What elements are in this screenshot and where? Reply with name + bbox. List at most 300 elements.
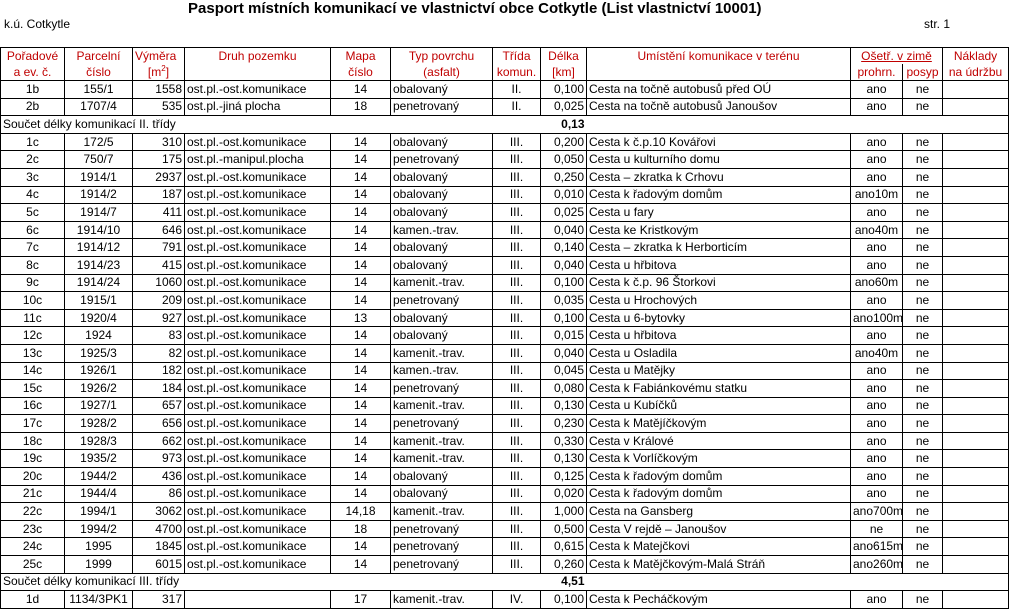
cell-del: 0,100: [541, 309, 587, 327]
cell-posyp: ne: [903, 81, 943, 99]
cell-druh: ost.pl.-ost.komunikace: [185, 256, 331, 274]
cell-prohrn: ano10m: [851, 186, 903, 204]
cell-ev: 7c: [1, 239, 65, 257]
table-row: [1, 591, 1009, 609]
cell-del: 0,010: [541, 186, 587, 204]
cell-typ: obalovaný: [391, 256, 493, 274]
cell-posyp: ne: [903, 309, 943, 327]
cell-prohrn: ano60m: [851, 274, 903, 292]
cell-mapa: 14: [331, 380, 391, 398]
cell-del: 0,015: [541, 327, 587, 345]
cell-parc: 1914/24: [65, 274, 133, 292]
cell-naklady: [943, 327, 1009, 345]
table-row: [1, 81, 1009, 99]
cell-druh: ost.pl.-ost.komunikace: [185, 327, 331, 345]
cell-naklady: [943, 538, 1009, 556]
cell-typ: obalovaný: [391, 133, 493, 151]
cell-ev: 15c: [1, 380, 65, 398]
cell-vym: 415: [133, 256, 185, 274]
sum-value: 4,51: [493, 573, 587, 591]
cell-umist: Cesta u Matějky: [587, 362, 851, 380]
cell-naklady: [943, 362, 1009, 380]
cell-tr: III.: [493, 327, 541, 345]
cell-ev: 18c: [1, 432, 65, 450]
header-delka: Délka: [541, 48, 587, 65]
cell-parc: 1926/1: [65, 362, 133, 380]
cell-vym: 436: [133, 468, 185, 486]
cell-umist: Cesta V rejdě – Janoušov: [587, 520, 851, 538]
cell-ev: 16c: [1, 397, 65, 415]
cell-mapa: 13: [331, 309, 391, 327]
table-row: [1, 450, 1009, 468]
cell-del: 0,130: [541, 450, 587, 468]
cell-parc: 1944/4: [65, 485, 133, 503]
table-row: [1, 556, 1009, 574]
cell-umist: Cesta u kulturního domu: [587, 151, 851, 169]
header-druh: Druh pozemku: [185, 48, 331, 65]
cell-del: 0,040: [541, 256, 587, 274]
cell-prohrn: ano: [851, 98, 903, 116]
cell-vym: 2937: [133, 168, 185, 186]
cell-vym: 411: [133, 204, 185, 222]
cell-naklady: [943, 81, 1009, 99]
header-prohrn: prohrn.: [851, 64, 903, 81]
cell-mapa: 14: [331, 292, 391, 310]
cell-posyp: ne: [903, 274, 943, 292]
cell-parc: 1994/1: [65, 503, 133, 521]
cell-umist: Cesta ke Kristkovým: [587, 221, 851, 239]
cell-parc: 1707/4: [65, 98, 133, 116]
cell-prohrn: ano: [851, 415, 903, 433]
cell-del: 0,140: [541, 239, 587, 257]
cell-naklady: [943, 415, 1009, 433]
header-druh-2: [185, 64, 331, 81]
table-row: [1, 362, 1009, 380]
table-row: [1, 133, 1009, 151]
cell-prohrn: ano: [851, 468, 903, 486]
cell-vym: 3062: [133, 503, 185, 521]
cell-typ: obalovaný: [391, 468, 493, 486]
cell-typ: kamen.-trav.: [391, 362, 493, 380]
cell-vym: 927: [133, 309, 185, 327]
cell-parc: 1995: [65, 538, 133, 556]
cell-typ: obalovaný: [391, 327, 493, 345]
cell-del: 0,025: [541, 98, 587, 116]
cell-ev: 9c: [1, 274, 65, 292]
cell-typ: obalovaný: [391, 81, 493, 99]
cell-mapa: 14: [331, 415, 391, 433]
cell-parc: 1927/1: [65, 397, 133, 415]
table-row: [1, 503, 1009, 521]
cell-umist: Cesta k Vorlíčkovým: [587, 450, 851, 468]
cell-mapa: 14: [331, 556, 391, 574]
cell-vym: 535: [133, 98, 185, 116]
cell-ev: 6c: [1, 221, 65, 239]
table-row: [1, 186, 1009, 204]
cell-vym: 209: [133, 292, 185, 310]
cell-ev: 22c: [1, 503, 65, 521]
cell-tr: III.: [493, 538, 541, 556]
table-row: [1, 204, 1009, 222]
cell-del: 0,020: [541, 485, 587, 503]
cell-posyp: ne: [903, 292, 943, 310]
cell-vym: 182: [133, 362, 185, 380]
cell-druh: ost.pl.-jiná plocha: [185, 98, 331, 116]
cell-ev: 14c: [1, 362, 65, 380]
cell-vym: 973: [133, 450, 185, 468]
cell-ev: 13c: [1, 344, 65, 362]
table-row: [1, 397, 1009, 415]
header-trida: Třída: [493, 48, 541, 65]
cell-prohrn: ano615m: [851, 538, 903, 556]
cell-naklady: [943, 591, 1009, 609]
cell-prohrn: ano: [851, 292, 903, 310]
cell-del: 0,500: [541, 520, 587, 538]
table-body: [1, 81, 1009, 609]
cell-posyp: ne: [903, 415, 943, 433]
cell-typ: penetrovaný: [391, 538, 493, 556]
cell-mapa: 14: [331, 221, 391, 239]
header-parcelni: Parcelní: [65, 48, 133, 65]
cell-naklady: [943, 186, 1009, 204]
cell-posyp: ne: [903, 450, 943, 468]
cell-posyp: ne: [903, 538, 943, 556]
cell-ev: 1c: [1, 133, 65, 151]
cell-typ: kamenit.-trav.: [391, 397, 493, 415]
cell-vym: 4700: [133, 520, 185, 538]
cell-del: 0,330: [541, 432, 587, 450]
cell-tr: III.: [493, 432, 541, 450]
cell-umist: Cesta k č.p. 96 Štorkovi: [587, 274, 851, 292]
cell-typ: penetrovaný: [391, 98, 493, 116]
cell-parc: 1920/4: [65, 309, 133, 327]
cell-typ: penetrovaný: [391, 415, 493, 433]
cell-typ: obalovaný: [391, 239, 493, 257]
cell-druh: ost.pl.-ost.komunikace: [185, 432, 331, 450]
table-row: [1, 432, 1009, 450]
cell-posyp: ne: [903, 98, 943, 116]
cell-parc: 1914/2: [65, 186, 133, 204]
cell-mapa: 14: [331, 362, 391, 380]
cell-umist: Cesta k Matějíčkovým: [587, 415, 851, 433]
cell-vym: 1558: [133, 81, 185, 99]
cell-mapa: 14: [331, 239, 391, 257]
cell-ev: 11c: [1, 309, 65, 327]
cell-parc: 1134/3PK1: [65, 591, 133, 609]
cell-umist: Cesta k Pecháčkovým: [587, 591, 851, 609]
cell-naklady: [943, 239, 1009, 257]
cell-vym: 86: [133, 485, 185, 503]
cell-mapa: 14: [331, 204, 391, 222]
table-row: [1, 292, 1009, 310]
cell-tr: II.: [493, 98, 541, 116]
cell-tr: III.: [493, 133, 541, 151]
table-row: [1, 151, 1009, 169]
header-osetreni: [851, 48, 943, 65]
cell-naklady: [943, 274, 1009, 292]
cell-typ: obalovaný: [391, 309, 493, 327]
cell-umist: Cesta k č.p.10 Kovářovi: [587, 133, 851, 151]
cell-druh: ost.pl.-ost.komunikace: [185, 168, 331, 186]
cell-naklady: [943, 468, 1009, 486]
cell-prohrn: ano40m: [851, 344, 903, 362]
cell-naklady: [943, 221, 1009, 239]
cell-vym: 1845: [133, 538, 185, 556]
cell-del: 0,130: [541, 397, 587, 415]
header-naklady-2: na údržbu: [943, 64, 1009, 81]
cell-prohrn: ano: [851, 362, 903, 380]
cell-umist: Cesta u 6-bytovky: [587, 309, 851, 327]
cell-umist: Cesta na točně autobusů před OÚ: [587, 81, 851, 99]
cell-tr: III.: [493, 468, 541, 486]
cell-typ: kamenit.-trav.: [391, 591, 493, 609]
header-poradove-2: a ev. č.: [1, 64, 65, 81]
cell-ev: 1b: [1, 81, 65, 99]
cell-druh: ost.pl.-ost.komunikace: [185, 485, 331, 503]
cell-druh: ost.pl.-ost.komunikace: [185, 274, 331, 292]
cell-del: 0,100: [541, 81, 587, 99]
cell-posyp: ne: [903, 503, 943, 521]
cell-vym: 310: [133, 133, 185, 151]
cell-umist: Cesta u Hrochových: [587, 292, 851, 310]
cell-naklady: [943, 503, 1009, 521]
cell-typ: penetrovaný: [391, 556, 493, 574]
cell-naklady: [943, 309, 1009, 327]
cell-druh: ost.pl.-manipul.plocha: [185, 151, 331, 169]
cell-prohrn: ano: [851, 81, 903, 99]
cell-vym: 791: [133, 239, 185, 257]
table-row: [1, 538, 1009, 556]
cell-parc: 1999: [65, 556, 133, 574]
cell-tr: III.: [493, 309, 541, 327]
cell-mapa: 14: [331, 151, 391, 169]
cell-prohrn: ano: [851, 151, 903, 169]
cell-ev: 20c: [1, 468, 65, 486]
cell-ev: 1d: [1, 591, 65, 609]
cell-ev: 2b: [1, 98, 65, 116]
page-number: str. 1: [923, 17, 950, 31]
cell-druh: ost.pl.-ost.komunikace: [185, 362, 331, 380]
cell-vym: 646: [133, 221, 185, 239]
table-row: [1, 415, 1009, 433]
cell-parc: 1915/1: [65, 292, 133, 310]
cell-druh: ost.pl.-ost.komunikace: [185, 309, 331, 327]
cell-vym: 6015: [133, 556, 185, 574]
sum-value: 0,13: [493, 116, 587, 134]
cell-typ: obalovaný: [391, 485, 493, 503]
cell-mapa: 14: [331, 327, 391, 345]
cell-posyp: ne: [903, 239, 943, 257]
cell-tr: III.: [493, 397, 541, 415]
cell-posyp: ne: [903, 204, 943, 222]
header-typ-2: (asfalt): [391, 64, 493, 81]
cell-mapa: 14: [331, 485, 391, 503]
table-row: [1, 344, 1009, 362]
cell-umist: Cesta u hřbitova: [587, 256, 851, 274]
cell-typ: kamenit.-trav.: [391, 344, 493, 362]
cell-druh: ost.pl.-ost.komunikace: [185, 186, 331, 204]
cell-prohrn: ano: [851, 327, 903, 345]
sum-spacer: [587, 116, 1009, 134]
cell-parc: 1928/2: [65, 415, 133, 433]
cell-parc: 1928/3: [65, 432, 133, 450]
cell-mapa: 14: [331, 256, 391, 274]
cell-tr: III.: [493, 292, 541, 310]
cell-druh: ost.pl.-ost.komunikace: [185, 450, 331, 468]
cell-parc: 1925/3: [65, 344, 133, 362]
cell-prohrn: ano: [851, 133, 903, 151]
cell-tr: III.: [493, 485, 541, 503]
cell-naklady: [943, 292, 1009, 310]
cell-del: 0,250: [541, 168, 587, 186]
cell-del: 0,125: [541, 468, 587, 486]
cell-druh: ost.pl.-ost.komunikace: [185, 538, 331, 556]
cell-del: 0,260: [541, 556, 587, 574]
cell-tr: III.: [493, 380, 541, 398]
cell-ev: 24c: [1, 538, 65, 556]
cell-naklady: [943, 204, 1009, 222]
cell-tr: III.: [493, 168, 541, 186]
cell-umist: Cesta k řadovým domům: [587, 186, 851, 204]
cell-posyp: ne: [903, 556, 943, 574]
table-row: [1, 380, 1009, 398]
cell-prohrn: ano: [851, 168, 903, 186]
table-row: [1, 98, 1009, 116]
cell-ev: 4c: [1, 186, 65, 204]
cell-posyp: ne: [903, 520, 943, 538]
header-delka-2: [km]: [541, 64, 587, 81]
cell-ev: 5c: [1, 204, 65, 222]
cell-umist: Cesta k Fabiánkovému statku: [587, 380, 851, 398]
cell-typ: kamenit.-trav.: [391, 503, 493, 521]
cell-parc: 750/7: [65, 151, 133, 169]
header-poradove: Pořadové: [1, 48, 65, 65]
cell-druh: ost.pl.-ost.komunikace: [185, 81, 331, 99]
cell-del: 0,050: [541, 151, 587, 169]
cell-prohrn: ano: [851, 432, 903, 450]
cell-ev: 17c: [1, 415, 65, 433]
cell-typ: obalovaný: [391, 204, 493, 222]
cell-typ: penetrovaný: [391, 292, 493, 310]
cell-ev: 3c: [1, 168, 65, 186]
cell-posyp: ne: [903, 344, 943, 362]
cell-umist: Cesta u hřbitova: [587, 327, 851, 345]
cell-umist: Cesta – zkratka k Herborticím: [587, 239, 851, 257]
cell-typ: obalovaný: [391, 186, 493, 204]
cell-prohrn: ano260m: [851, 556, 903, 574]
cell-parc: 1914/1: [65, 168, 133, 186]
cell-prohrn: ne: [851, 520, 903, 538]
cell-tr: III.: [493, 520, 541, 538]
cell-tr: III.: [493, 344, 541, 362]
cell-tr: III.: [493, 556, 541, 574]
sum-label: Součet délky komunikací III. třídy: [1, 573, 493, 591]
cell-mapa: 14: [331, 81, 391, 99]
cell-del: 1,000: [541, 503, 587, 521]
cell-mapa: 14: [331, 274, 391, 292]
cell-mapa: 14: [331, 432, 391, 450]
cell-parc: 172/5: [65, 133, 133, 151]
table-row: [1, 256, 1009, 274]
cell-naklady: [943, 450, 1009, 468]
cell-prohrn: ano: [851, 204, 903, 222]
cell-ev: 25c: [1, 556, 65, 574]
cell-tr: III.: [493, 503, 541, 521]
cell-naklady: [943, 380, 1009, 398]
cell-umist: Cesta u fary: [587, 204, 851, 222]
cell-del: 0,100: [541, 274, 587, 292]
cell-tr: III.: [493, 221, 541, 239]
cell-tr: III.: [493, 204, 541, 222]
cell-druh: ost.pl.-ost.komunikace: [185, 344, 331, 362]
header-umisteni: Umístění komunikace v terénu: [587, 48, 851, 65]
cell-posyp: ne: [903, 168, 943, 186]
cell-posyp: ne: [903, 432, 943, 450]
cell-parc: 1994/2: [65, 520, 133, 538]
cell-posyp: ne: [903, 468, 943, 486]
sum-label: Součet délky komunikací II. třídy: [1, 116, 493, 134]
cell-naklady: [943, 520, 1009, 538]
cell-del: 0,230: [541, 415, 587, 433]
cell-parc: 1914/12: [65, 239, 133, 257]
cell-vym: 656: [133, 415, 185, 433]
cell-posyp: ne: [903, 221, 943, 239]
cell-umist: Cesta – zkratka k Crhovu: [587, 168, 851, 186]
table-row: [1, 485, 1009, 503]
cell-del: 0,080: [541, 380, 587, 398]
cell-tr: III.: [493, 239, 541, 257]
cell-druh: ost.pl.-ost.komunikace: [185, 468, 331, 486]
cell-posyp: ne: [903, 591, 943, 609]
cell-prohrn: ano: [851, 256, 903, 274]
header-osetreni-label: Ošetř. v zimě: [861, 48, 932, 63]
cell-tr: IV.: [493, 591, 541, 609]
cell-umist: Cesta u Osladila: [587, 344, 851, 362]
cell-del: 0,615: [541, 538, 587, 556]
cell-typ: penetrovaný: [391, 151, 493, 169]
header-posyp: posyp: [903, 64, 943, 81]
cell-del: 0,040: [541, 221, 587, 239]
cell-naklady: [943, 397, 1009, 415]
cell-tr: III.: [493, 362, 541, 380]
cell-umist: Cesta u Kubíčků: [587, 397, 851, 415]
cell-parc: 1926/2: [65, 380, 133, 398]
header-mapa: Mapa: [331, 48, 391, 65]
cell-parc: 1935/2: [65, 450, 133, 468]
cell-prohrn: ano: [851, 239, 903, 257]
sum-row: [1, 116, 1009, 134]
cell-posyp: ne: [903, 133, 943, 151]
cell-mapa: 18: [331, 98, 391, 116]
cell-del: 0,040: [541, 344, 587, 362]
cell-naklady: [943, 256, 1009, 274]
cell-druh: ost.pl.-ost.komunikace: [185, 520, 331, 538]
header-parcelni-2: číslo: [65, 64, 133, 81]
header-typ: Typ povrchu: [391, 48, 493, 65]
cell-vym: 187: [133, 186, 185, 204]
cell-del: 0,045: [541, 362, 587, 380]
cadastral-area: k.ú. Cotkytle: [4, 17, 71, 31]
cell-typ: penetrovaný: [391, 520, 493, 538]
cell-druh: ost.pl.-ost.komunikace: [185, 292, 331, 310]
cell-vym: 83: [133, 327, 185, 345]
cell-del: 0,035: [541, 292, 587, 310]
cell-del: 0,100: [541, 591, 587, 609]
cell-druh: ost.pl.-ost.komunikace: [185, 221, 331, 239]
cell-vym: 317: [133, 591, 185, 609]
cell-umist: Cesta k řadovým domům: [587, 468, 851, 486]
cell-posyp: ne: [903, 186, 943, 204]
